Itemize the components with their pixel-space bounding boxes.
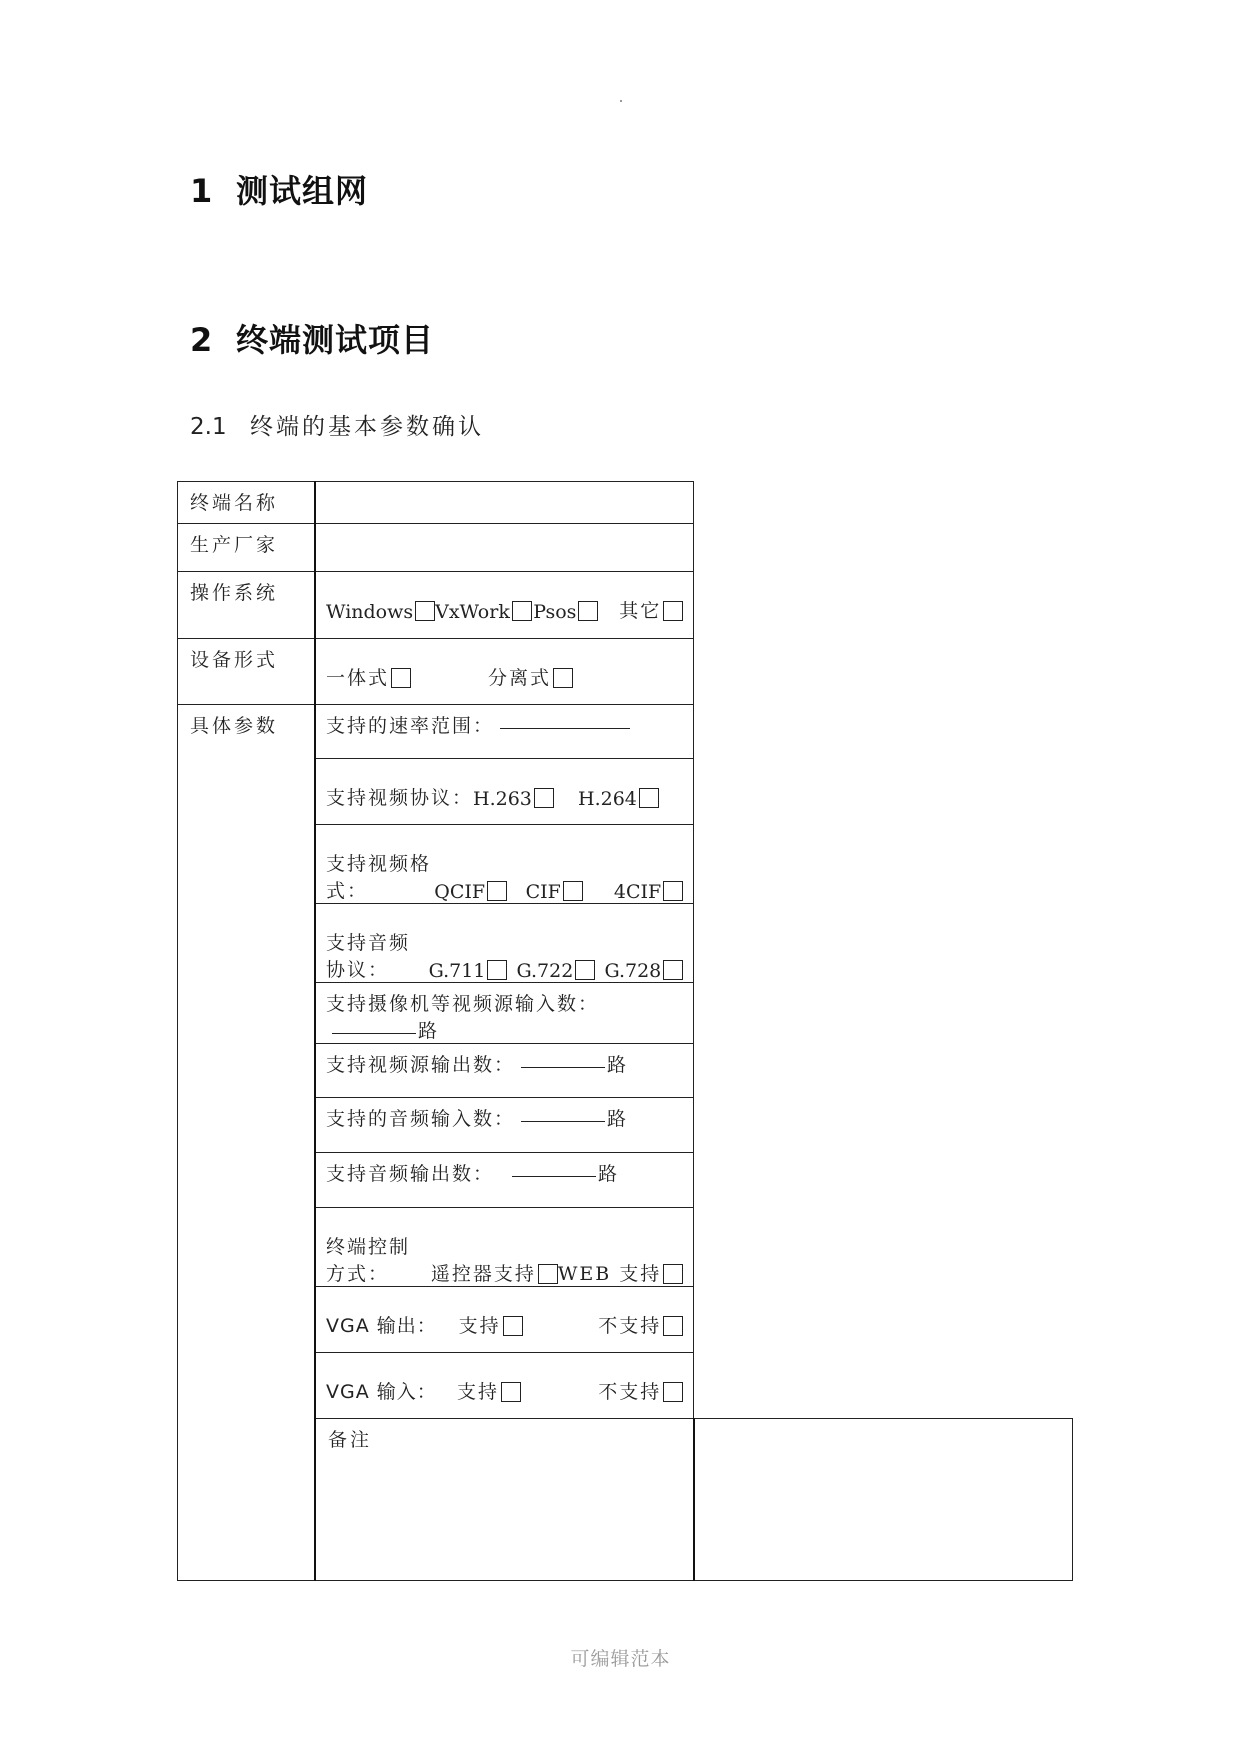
control-cell (315, 1208, 694, 1287)
heading-1-number: 1 (190, 172, 214, 210)
video-fmt-label: 支持视频格式： (326, 853, 432, 902)
g711-text: G.711 (428, 960, 486, 982)
heading-1 (190, 166, 368, 212)
os-option-vxwork (435, 601, 533, 623)
vga-in-support-text: 支持 (457, 1381, 500, 1403)
video-fmt-qcif (434, 881, 525, 903)
cif-checkbox[interactable] (563, 881, 583, 901)
h264-checkbox[interactable] (639, 788, 659, 808)
video-out-cell (315, 1044, 694, 1098)
audio-in-cell (315, 1098, 694, 1153)
vga-in-nosupport (598, 1377, 683, 1404)
qcif-text: QCIF (434, 881, 486, 903)
form-option-separate (488, 663, 573, 690)
row-os (178, 572, 1073, 639)
row-params-rate (178, 705, 1073, 759)
terminal-name-field[interactable] (315, 482, 694, 524)
audio-out-unit: 路 (598, 1163, 620, 1185)
audio-proto-cell (315, 904, 694, 983)
vga-out-support-text: 支持 (458, 1315, 501, 1337)
web-text: WEB 支持 (557, 1263, 662, 1285)
cif-text: CIF (525, 881, 561, 903)
terminal-params-table (177, 481, 1073, 1581)
vga-out-support (459, 1311, 599, 1338)
os-option-windows (326, 601, 435, 623)
audio-in-blank[interactable] (521, 1120, 605, 1122)
cam-in-cell (315, 983, 694, 1044)
remote-checkbox[interactable] (538, 1264, 558, 1284)
video-proto-label: 支持视频协议： (326, 787, 474, 809)
form-integrated-text: 一体式 (326, 667, 390, 689)
os-other-checkbox[interactable] (663, 601, 683, 621)
os-other-text: 其它 (619, 600, 662, 622)
audio-out-label: 支持音频输出数： (326, 1163, 495, 1185)
rate-blank[interactable] (500, 727, 630, 729)
4cif-checkbox[interactable] (663, 881, 683, 901)
heading-2-1 (190, 408, 484, 441)
heading-2 (190, 315, 434, 361)
row-terminal-name (178, 482, 1073, 524)
form-option-integrated (326, 663, 488, 690)
vga-out-label: VGA 输出： (326, 1315, 437, 1337)
os-vxwork-text: VxWork (435, 601, 510, 623)
manufacturer-field[interactable] (315, 524, 694, 572)
vga-in-nosupport-checkbox[interactable] (663, 1382, 683, 1402)
audio-proto-g711 (429, 960, 517, 982)
audio-proto-g722 (517, 960, 605, 982)
vga-out-nosupport-checkbox[interactable] (663, 1316, 683, 1336)
rate-cell (315, 705, 694, 759)
row-device-form (178, 639, 1073, 705)
control-web (558, 1259, 683, 1286)
audio-in-unit: 路 (607, 1108, 629, 1130)
remarks-field[interactable] (694, 1419, 1073, 1581)
h263-text: H.263 (473, 788, 532, 810)
device-form-label: 设备形式 (178, 639, 316, 705)
g722-text: G.722 (516, 960, 574, 982)
os-option-other (619, 596, 683, 623)
h264-text: H.264 (578, 788, 637, 810)
video-fmt-cif (526, 881, 614, 903)
heading-2-number: 2 (190, 321, 214, 359)
vga-out-nosupport-text: 不支持 (598, 1315, 662, 1337)
form-integrated-checkbox[interactable] (391, 668, 411, 688)
rate-label: 支持的速率范围： (326, 715, 495, 737)
vga-out-nosupport (598, 1311, 683, 1338)
manufacturer-label: 生产厂家 (178, 524, 316, 572)
4cif-text: 4CIF (613, 881, 662, 903)
os-windows-text: Windows (326, 601, 414, 623)
video-fmt-cell (315, 825, 694, 904)
vga-in-nosupport-text: 不支持 (598, 1381, 662, 1403)
control-label: 终端控制方式： (326, 1236, 411, 1285)
vga-in-label: VGA 输入： (326, 1381, 437, 1403)
heading-2-text: 终端测试项目 (236, 321, 435, 359)
video-out-label: 支持视频源输出数： (326, 1054, 516, 1076)
audio-out-cell (315, 1153, 694, 1208)
vga-out-cell (315, 1287, 694, 1353)
remote-text: 遥控器支持 (430, 1263, 536, 1285)
vga-in-support (457, 1377, 598, 1404)
cam-in-unit: 路 (418, 1020, 440, 1042)
os-option-psos (533, 601, 619, 623)
web-checkbox[interactable] (663, 1264, 683, 1284)
vga-in-cell (315, 1353, 694, 1419)
g728-text: G.728 (604, 960, 662, 982)
os-psos-checkbox[interactable] (578, 601, 598, 621)
audio-in-label: 支持的音频输入数： (326, 1108, 516, 1130)
video-proto-cell (315, 759, 694, 825)
remarks-label: 备注 (315, 1419, 694, 1581)
cam-in-blank[interactable] (332, 1032, 416, 1034)
row-manufacturer (178, 524, 1073, 572)
heading-2-1-text: 终端的基本参数确认 (250, 414, 484, 440)
vga-in-support-checkbox[interactable] (501, 1382, 521, 1402)
video-proto-h263 (473, 788, 578, 810)
os-options (315, 572, 694, 639)
params-label: 具体参数 (178, 705, 316, 1581)
os-psos-text: Psos (533, 601, 577, 623)
os-label: 操作系统 (178, 572, 316, 639)
os-windows-checkbox[interactable] (415, 601, 435, 621)
qcif-checkbox[interactable] (487, 881, 507, 901)
audio-proto-g728 (604, 960, 683, 982)
h263-checkbox[interactable] (534, 788, 554, 808)
heading-1-text: 测试组网 (236, 172, 369, 210)
form-separate-text: 分离式 (488, 667, 552, 689)
video-fmt-4cif (614, 881, 683, 903)
video-proto-h264 (578, 788, 659, 810)
footer-watermark: 可编辑范本 (570, 1648, 671, 1670)
os-vxwork-checkbox[interactable] (512, 601, 532, 621)
form-separate-checkbox[interactable] (553, 668, 573, 688)
audio-proto-label: 支持音频协议： (326, 932, 411, 981)
g722-checkbox[interactable] (575, 960, 595, 980)
g711-checkbox[interactable] (487, 960, 507, 980)
control-remote (431, 1259, 558, 1286)
page-dot (620, 100, 622, 102)
vga-out-support-checkbox[interactable] (503, 1316, 523, 1336)
device-form-options (315, 639, 694, 705)
g728-checkbox[interactable] (663, 960, 683, 980)
terminal-name-label: 终端名称 (178, 482, 316, 524)
video-out-unit: 路 (607, 1054, 629, 1076)
cam-in-label: 支持摄像机等视频源输入数： (326, 993, 600, 1015)
heading-2-1-number: 2.1 (190, 414, 227, 440)
video-out-blank[interactable] (521, 1066, 605, 1068)
audio-out-blank[interactable] (512, 1175, 596, 1177)
